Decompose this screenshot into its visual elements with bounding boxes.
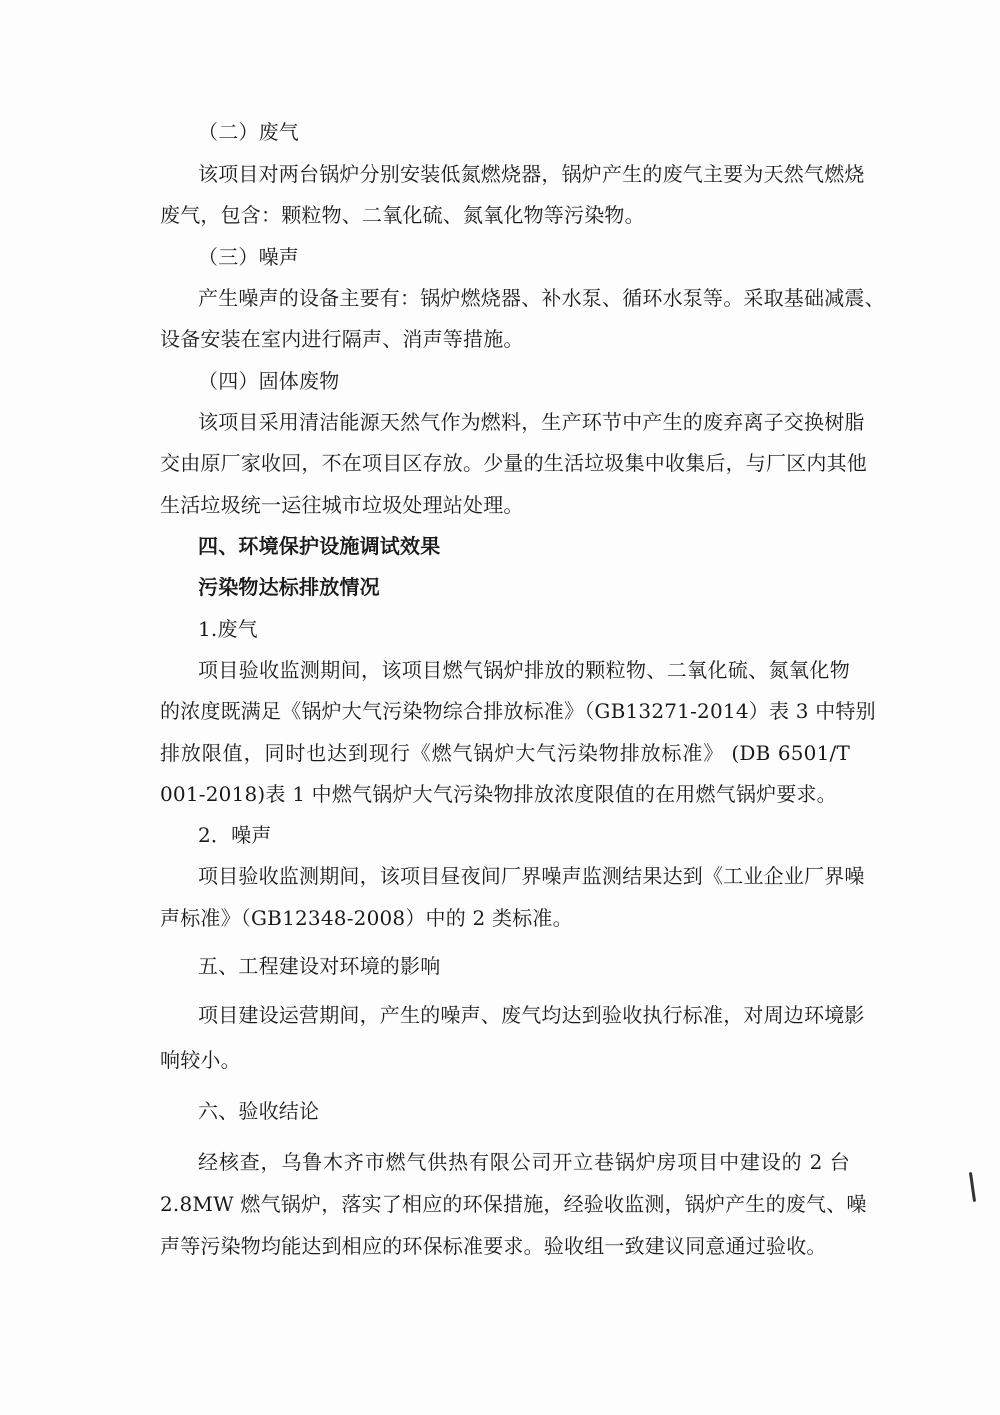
subheading-waste-gas-1: 1.废气 xyxy=(198,617,258,641)
paragraph-line: 该项目采用清洁能源天然气作为燃料，生产环节中产生的废弃离子交换树脂 xyxy=(198,410,865,434)
paragraph-line: 排放限值，同时也达到现行《燃气锅炉大气污染物排放标准》 (DB 6501/T xyxy=(160,741,850,765)
paragraph-line: 设备安装在室内进行隔声、消声等措施。 xyxy=(160,327,524,351)
section-heading-6: 六、验收结论 xyxy=(198,1099,320,1123)
paragraph-line: 项目建设运营期间，产生的噪声、废气均达到验收执行标准，对周边环境影 xyxy=(198,1003,865,1027)
paragraph-line: 项目验收监测期间，该项目燃气锅炉排放的颗粒物、二氧化硫、氮氧化物 xyxy=(198,658,850,682)
section-heading-5: 五、工程建设对环境的影响 xyxy=(198,954,441,978)
paragraph-line: 的浓度既满足《锅炉大气污染物综合排放标准》（GB13271-2014）表 3 中特别 xyxy=(160,699,876,723)
paragraph-line: 声标准》（GB12348-2008）中的 2 类标准。 xyxy=(160,906,573,930)
subheading-solid-waste: （四）固体废物 xyxy=(198,369,340,393)
section-heading-4: 四、环境保护设施调试效果 xyxy=(198,534,441,558)
paragraph-line: 声等污染物均能达到相应的环保标准要求。验收组一致建议同意通过验收。 xyxy=(160,1234,827,1258)
subheading-waste-gas: （二）废气 xyxy=(198,120,299,144)
paragraph-line: 产生噪声的设备主要有：锅炉燃烧器、补水泵、循环水泵等。采取基础减震、 xyxy=(198,286,885,310)
subheading-noise-2: 2．噪声 xyxy=(198,823,272,847)
paragraph-line: 001-2018)表 1 中燃气锅炉大气污染物排放浓度限值的在用燃气锅炉要求。 xyxy=(160,782,837,806)
section-subheading: 污染物达标排放情况 xyxy=(198,575,380,599)
paragraph-line: 经核查，乌鲁木齐市燃气供热有限公司开立巷锅炉房项目中建设的 2 台 xyxy=(198,1150,850,1174)
paragraph-line: 该项目对两台锅炉分别安装低氮燃烧器，锅炉产生的废气主要为天然气燃烧 xyxy=(198,162,865,186)
paragraph-line: 项目验收监测期间，该项目昼夜间厂界噪声监测结果达到《工业企业厂界噪 xyxy=(198,864,865,888)
paragraph-line: 交由原厂家收回，不在项目区存放。少量的生活垃圾集中收集后，与厂区内其他 xyxy=(160,451,867,475)
paragraph-line: 2.8MW 燃气锅炉，落实了相应的环保措施，经验收监测，锅炉产生的废气、噪 xyxy=(160,1192,867,1216)
paragraph-line: 响较小。 xyxy=(160,1048,241,1072)
paragraph-line: 废气，包含：颗粒物、二氧化硫、氮氧化物等污染物。 xyxy=(160,203,645,227)
pen-mark xyxy=(969,1172,976,1202)
subheading-noise: （三）噪声 xyxy=(198,245,299,269)
paragraph-line: 生活垃圾统一运往城市垃圾处理站处理。 xyxy=(160,493,524,517)
